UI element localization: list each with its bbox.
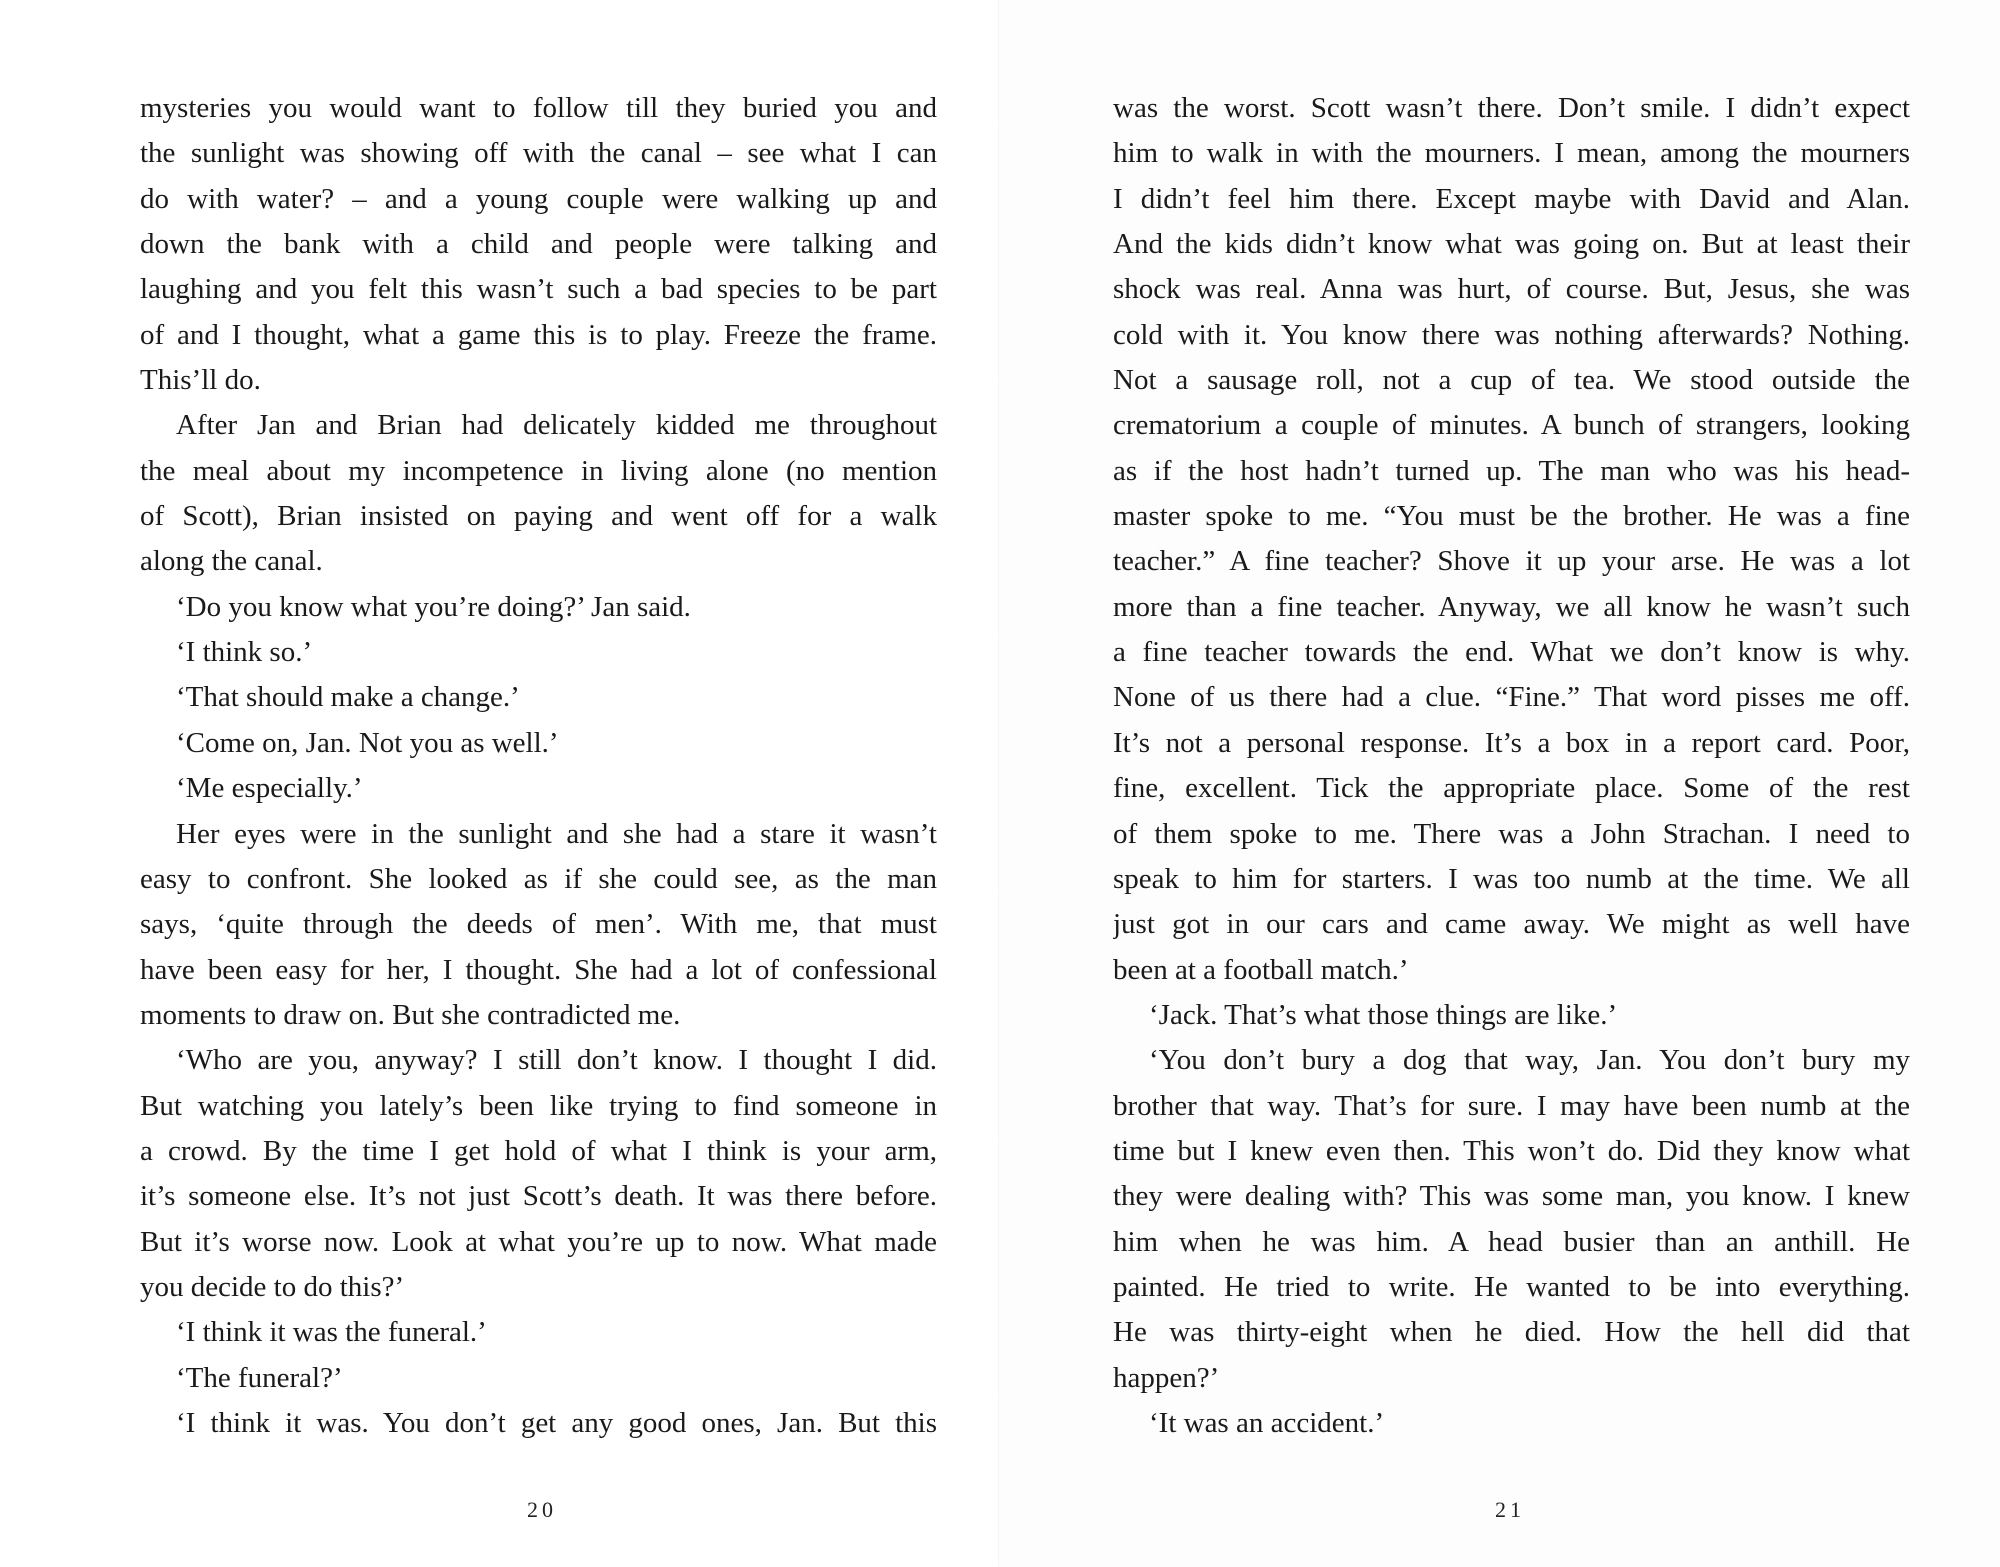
text-line: ‘Who are you, anyway? I still don’t know. I thought I did.: [176, 1044, 937, 1077]
text-line: ‘The funeral?’: [176, 1361, 343, 1394]
text-line: ‘Me especially.’: [176, 772, 363, 805]
text-line: ‘It was an accident.’: [1149, 1406, 1385, 1439]
text-line: a fine teacher towards the end. What we don’t know is why.: [1113, 636, 1910, 669]
text-line: along the canal.: [140, 545, 323, 578]
text-line: ‘Do you know what you’re doing?’ Jan said.: [176, 590, 691, 623]
text-line: easy to confront. She looked as if she could see, as the man: [140, 862, 937, 895]
text-line: happen?’: [1113, 1361, 1220, 1394]
page-number: 20: [527, 1497, 557, 1522]
text-line: It’s not a personal response. It’s a box in a report card. Poor,: [1113, 726, 1910, 759]
text-line: painted. He tried to write. He wanted to be into everything.: [1113, 1270, 1910, 1303]
text-line: ‘I think it was the funeral.’: [176, 1316, 487, 1349]
text-line: This’ll do.: [140, 364, 261, 397]
text-line: do with water? – and a young couple were walking up and: [140, 182, 937, 215]
text-line: of and I thought, what a game this is to play. Freeze the frame.: [140, 318, 937, 351]
text-line: as if the host hadn’t turned up. The man who was his head-: [1113, 454, 1910, 487]
text-line: been at a football match.’: [1113, 953, 1409, 986]
text-line: him to walk in with the mourners. I mean, among the mourners: [1113, 137, 1910, 170]
text-line: time but I knew even then. This won’t do. Did they know what: [1113, 1134, 1910, 1167]
text-line: After Jan and Brian had delicately kidded me throughout: [176, 409, 937, 442]
text-line: mysteries you would want to follow till they buried you and: [140, 92, 937, 124]
text-line: I didn’t feel him there. Except maybe with David and Alan.: [1113, 182, 1910, 215]
text-line: teacher.” A fine teacher? Shove it up your arse. He was a lot: [1113, 545, 1910, 578]
text-line: Not a sausage roll, not a cup of tea. We stood outside the: [1113, 364, 1910, 397]
text-line: crematorium a couple of minutes. A bunch of strangers, looking: [1113, 409, 1910, 442]
text-line: And the kids didn’t know what was going on. But at least their: [1113, 228, 1910, 261]
text-line: ‘You don’t bury a dog that way, Jan. You don’t bury my: [1149, 1044, 1910, 1077]
text-line: None of us there had a clue. “Fine.” That word pisses me off.: [1113, 681, 1910, 714]
text-line: says, ‘quite through the deeds of men’. With me, that must: [140, 908, 937, 941]
right-page-text: [1113, 86, 1910, 1446]
text-line: ‘Come on, Jan. Not you as well.’: [176, 726, 559, 759]
text-line: He was thirty-eight when he died. How the hell did that: [1113, 1316, 1910, 1349]
text-line: just got in our cars and came away. We might as well have: [1113, 908, 1910, 941]
text-line: But watching you lately’s been like trying to find someone in: [140, 1089, 937, 1122]
text-line: ‘Jack. That’s what those things are like.’: [1149, 998, 1618, 1031]
right-page: [1000, 0, 2000, 1567]
text-line: brother that way. That’s for sure. I may have been numb at the: [1113, 1089, 1910, 1122]
page-number: 21: [1495, 1497, 1525, 1522]
text-line: it’s someone else. It’s not just Scott’s death. It was there before.: [140, 1180, 937, 1213]
text-line: him when he was him. A head busier than an anthill. He: [1113, 1225, 1910, 1258]
text-line: ‘I think it was. You don’t get any good ones, Jan. But this: [176, 1406, 937, 1439]
left-page-text: [140, 86, 937, 1446]
text-line: shock was real. Anna was hurt, of course. But, Jesus, she was: [1113, 273, 1910, 306]
text-line: But it’s worse now. Look at what you’re up to now. What made: [140, 1225, 937, 1258]
text-line: ‘That should make a change.’: [176, 681, 520, 714]
text-line: a crowd. By the time I get hold of what I think is your arm,: [140, 1134, 937, 1167]
text-line: was the worst. Scott wasn’t there. Don’t smile. I didn’t expect: [1113, 92, 1910, 124]
text-line: of Scott), Brian insisted on paying and went off for a walk: [140, 500, 937, 533]
text-line: you decide to do this?’: [140, 1270, 405, 1303]
text-line: they were dealing with? This was some man, you know. I knew: [1113, 1180, 1910, 1213]
text-line: speak to him for starters. I was too numb at the time. We all: [1113, 862, 1910, 895]
text-line: down the bank with a child and people were talking and: [140, 228, 937, 261]
text-line: moments to draw on. But she contradicted me.: [140, 998, 681, 1031]
text-line: of them spoke to me. There was a John Strachan. I need to: [1113, 817, 1910, 850]
text-line: more than a fine teacher. Anyway, we all know he wasn’t such: [1113, 590, 1910, 623]
text-line: the sunlight was showing off with the canal – see what I can: [140, 137, 937, 170]
text-line: cold with it. You know there was nothing afterwards? Nothing.: [1113, 318, 1910, 351]
text-line: fine, excellent. Tick the appropriate place. Some of the rest: [1113, 772, 1910, 805]
text-line: have been easy for her, I thought. She had a lot of confessional: [140, 953, 937, 986]
text-line: the meal about my incompetence in living alone (no mention: [140, 454, 937, 487]
text-line: Her eyes were in the sunlight and she had a stare it wasn’t: [176, 817, 937, 850]
text-line: laughing and you felt this wasn’t such a bad species to be part: [140, 273, 937, 306]
text-line: ‘I think so.’: [176, 636, 313, 669]
text-line: master spoke to me. “You must be the brother. He was a fine: [1113, 500, 1910, 533]
